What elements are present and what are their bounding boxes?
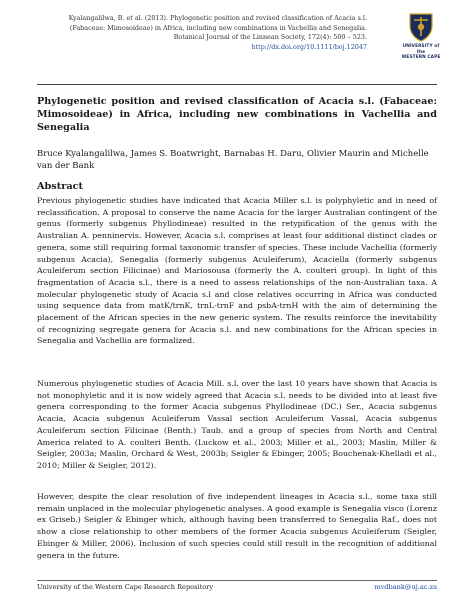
body-paragraph-1: Numerous phylogenetic studies of Acacia Mill. s.l. over the last 10 years have shown that Acacia is not monophyletic and it is now widely agreed that Acacia s.l. needs to be divided into at least five genera corresponding to the former Acacia subgenus Phyllodineae (DC.) Ser., Acacia subgenus Acacia, Acacia subgenus Aculeiferum Vassal section Aculeiferum Vassal, Acacia subgenus Aculeiferum section Filicinae (Benth.) Taub. and a group of species from North and Central America related to A. coulteri Benth. (Luckow et al., 2003; Miller et al., 2003; Maslin, Miller & Seigler, 2003a; Maslin, Orchard & West, 2003b; Seigler & Ebinger, 2005; Bouchenak-Khelladi et al., 2010; Miller & Seigler, 2012). — [37, 379, 437, 470]
university-logo — [398, 12, 444, 74]
crest-icon — [408, 12, 434, 42]
author-list: Bruce Kyalangalilwa, James S. Boatwright, Barnabas H. Daru, Olivier Maurin and Michelle van der Bank — [37, 149, 429, 171]
footer-divider — [37, 580, 437, 581]
paper-title: Phylogenetic position and revised classification of Acacia s.l. (Fabaceae: Mimosoideae) in Africa, including new combinations in Vachellia and Senegalia — [37, 96, 437, 133]
citation-line-2: (Fabaceae: Mimosoideae) in Africa, including new combinations in Vachellia and Senegalia. — [69, 23, 367, 32]
repository-name: University of the Western Cape Research Repository — [37, 583, 214, 591]
contact-email-link[interactable]: mvdbank@uj.ac.za — [374, 583, 437, 591]
university-logo-text: UNIVERSITY of the WESTERN CAPE — [401, 44, 441, 61]
citation-line-3: Botanical Journal of the Linnean Society, 172(4): 500 – 523. — [173, 33, 367, 42]
header-divider — [37, 84, 437, 85]
body-paragraph-2: However, despite the clear resolution of five independent lineages in Acacia s.l., some taxa still remain unplaced in the molecular phylogenetic analyses. A good example is Senegalia visco (Lorenz ex Griseb.) Seigler & Ebinger which, although having been transferred to Senegalia Raf., does not show a close relationship to other members of the former Acacia subgenus Aculeiferum (Seigler, Ebinger & Miller, 2006). Inclusion of such species could still result in the recognition of additional genera in the future. — [37, 492, 437, 560]
doi-link[interactable]: http://dx.doi.org/10.1111/boj.12047 — [251, 42, 367, 51]
citation-header — [37, 14, 367, 52]
citation-line-1: Kyalangalilwa, B. et al. (2013). Phylogenetic position and revised classification of Acacia s.l. — [68, 14, 367, 22]
abstract-paragraph: Previous phylogenetic studies have indicated that Acacia Miller s.l. is polyphyletic and in need of reclassification. A proposal to conserve the name Acacia for the larger Australian contingent of the genus (formerly subgenus Phyllodineae) resulted in the retypification of the genus with the Australian A. penninervis. However, Acacia s.l. comprises at least four additional distinct clades or genera, some still requiring formal taxonomic transfer of species. These include Vachellia (formerly subgenus Acacia), Senegalia (formerly subgenus Aculeiferum), Acaciella (formerly subgenus Aculeiferum section Filicinae) and Mariosousa (formerly the A. coulteri group). In light of this fragmentation of Acacia s.l., there is a need to assess relationships of the non-Australian taxa. A molecular phylogenetic study of Acacia s.l and close relatives occurring in Africa was conducted using sequence data from matK/trnK, trnL-trnF and psbA-trnH with the aim of determining the placement of the African species in the new generic system. The results reinforce the inevitability of recognizing segregate genera for Acacia s.l. and new combinations for the African species in Senegalia and Vachellia are formalized. — [37, 196, 437, 346]
abstract-heading: Abstract — [37, 181, 83, 192]
